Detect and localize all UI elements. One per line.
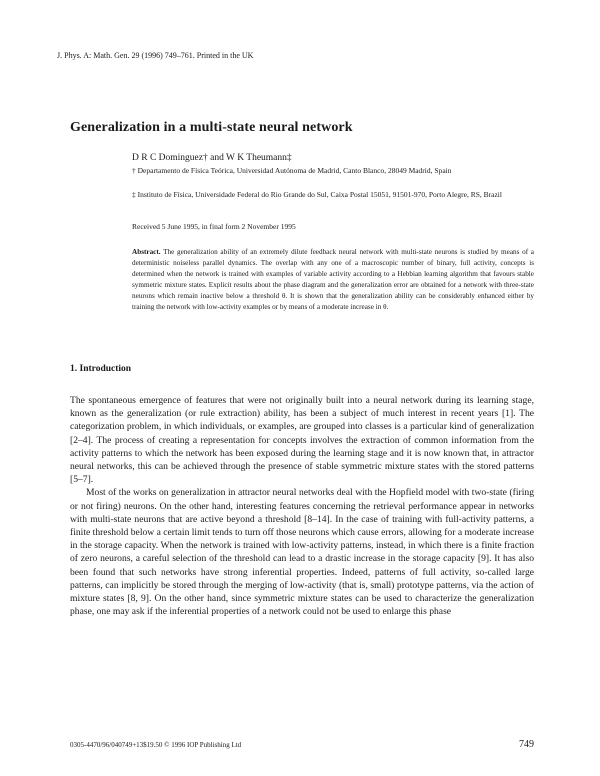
received-date: Received 5 June 1995, in final form 2 November 1995 — [132, 222, 296, 231]
authors: D R C Dominguez† and W K Theumann‡ — [132, 153, 292, 163]
page-number: 749 — [519, 739, 534, 750]
section-heading: 1. Introduction — [70, 364, 132, 374]
abstract — [132, 247, 534, 313]
abstract-label: Abstract. — [132, 248, 161, 256]
paragraph-1: The spontaneous emergence of features that were not originally built into a neural network during its learning stage, known as the generalization (or rule extraction) ability, has been a subject of much interest in recent years [1]. The categorization problem, in which individuals, or examples, are grouped into classes is a particular kind of generalization [2–4]. The process of creating a representation for concepts involves the extraction of common information from the activity patterns to which the network has been exposed during the learning stage and it is now known that, in attractor neural networks, this can be achieved through the presence of stable symmetric mixture states with the stored patterns [5–7]. — [70, 395, 534, 486]
journal-header: J. Phys. A: Math. Gen. 29 (1996) 749–761. Printed in the UK — [57, 51, 254, 60]
affiliation-1: † Departamento de Física Teórica, Universidad Autónoma de Madrid, Canto Blanco, 28049 Madrid, Spain — [132, 166, 452, 175]
affiliation-2: ‡ Instituto de Física, Universidade Federal do Rio Grande do Sul, Caixa Postal 15051, 91501-970, Porto Alegre, RS, Brazil — [132, 190, 502, 199]
body-text — [70, 394, 534, 618]
footer-copyright: 0305-4470/96/040749+13$19.50 © 1996 IOP Publishing Ltd — [70, 741, 242, 749]
paragraph-2: Most of the works on generalization in attractor neural networks deal with the Hopfield model with two-state (firing or not firing) neurons. On the other hand, interesting features concerning the retrieval performance appear in networks with multi-state neurons that are active beyond a threshold [8–14]. In the case of training with full-activity patterns, a finite threshold below a certain limit tends to turn off those neurons which cause errors, allowing for a moderate increase in the storage capacity. When the network is trained with low-activity patterns, instead, in which there is a finite fraction of zero neurons, a careful selection of the threshold can lead to a drastic increase in the storage capacity [9]. It has also been found that such networks have strong inferential properties. Indeed, patterns of full activity, so-called large patterns, can implicitly be stored through the merging of low-activity (that is, small) prototype patterns, via the action of mixture states [8, 9]. On the other hand, since symmetric mixture states can be used to characterize the generalization phase, one may ask if the inferential properties of a network could not be used to enlarge this phase — [70, 487, 534, 618]
paper-title: Generalization in a multi-state neural network — [70, 120, 353, 135]
abstract-text: The generalization ability of an extremely dilute feedback neural network with multi-state neurons is studied by means of a deterministic noiseless parallel dynamics. The overlap with any one of a macroscopic number of binary, full activity, concepts is determined when the network is trained with examples of variable activity according to a Hebbian learning algorithm that favours stable symmetric mixture states. Explicit results about the phase diagram and the generalization error are obtained for a network with three-state neurons which remain inactive below a threshold θ. It is shown that the generalization ability can be considerably enhanced either by training the network with low-activity examples or by means of a moderate increase in θ. — [132, 248, 534, 311]
